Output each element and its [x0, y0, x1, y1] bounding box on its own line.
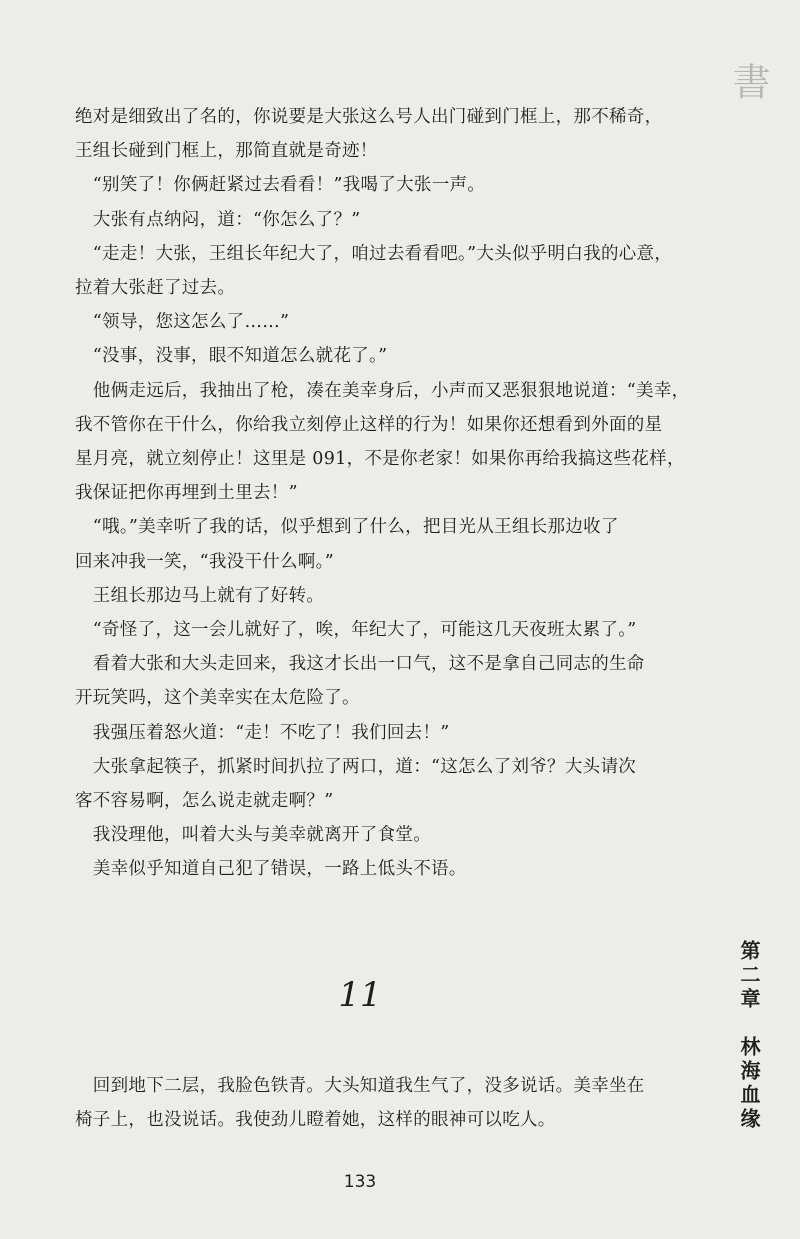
paragraph-line: 绝对是细致出了名的，你说要是大张这么号人出门碰到门框上，那不稀奇， [75, 107, 663, 127]
paragraph-line: 王组长碰到门框上，那简直就是奇迹！ [75, 141, 378, 162]
paragraph-line: 我没理他，叫着大头与美幸就离开了食堂。 [75, 825, 431, 846]
page-number: 133 [343, 1172, 377, 1192]
paragraph-line: 大张拿起筷子，抓紧时间扒拉了两口，道：“这怎么了刘爷？大头请次 [75, 756, 637, 777]
paragraph-line: “走走！大张，王组长年纪大了，咱过去看看吧。”大头似乎明白我的心意， [75, 243, 673, 264]
paragraph-line: 看着大张和大头走回来，我这才长出一口气，这不是拿自己同志的生命 [75, 654, 645, 675]
paragraph-line: 回到地下二层，我脸色铁青。大头知道我生气了，没多说话。美幸坐在 [75, 1076, 645, 1096]
paragraph-line: 他俩走远后，我抽出了枪，凑在美幸身后，小声而又恶狠狠地说道：“美幸， [75, 380, 690, 401]
paragraph-line: “奇怪了，这一会儿就好了，唉，年纪大了，可能这几天夜班太累了。” [75, 620, 637, 641]
paragraph-line: 我不管你在干什么，你给我立刻停止这样的行为！如果你还想看到外面的星 [75, 414, 663, 435]
paragraph-line: 王组长那边马上就有了好转。 [75, 585, 325, 606]
paragraph-line: 回来冲我一笑，“我没干什么啊。” [75, 551, 334, 572]
paragraph-line: 大张有点纳闷，道：“你怎么了？” [75, 209, 361, 230]
section-number: 11 [338, 975, 382, 1015]
paragraph-line: 我强压着怒火道：“走！不吃了！我们回去！” [75, 722, 450, 743]
paragraph-line: “没事，没事，眼不知道怎么就花了。” [75, 346, 388, 367]
paragraph-line: 星月亮，就立刻停止！这里是 091，不是你老家！如果你再给我搞这些花样， [75, 449, 685, 470]
paragraph-line: 美幸似乎知道自己犯了错误，一路上低头不语。 [75, 859, 467, 880]
bleed-through-mark: 書 [726, 62, 770, 100]
body-text [75, 100, 690, 887]
paragraph-line: “领导，您这怎么了……” [75, 312, 290, 333]
chapter-side-title: 第二章 林海血缘 [737, 940, 761, 1132]
paragraph-line: 客不容易啊，怎么说走就走啊？” [75, 791, 334, 812]
paragraph-line: 椅子上，也没说话。我使劲儿瞪着她，这样的眼神可以吃人。 [75, 1110, 556, 1131]
paragraph-line: “别笑了！你俩赶紧过去看看！”我喝了大张一声。 [75, 175, 486, 196]
paragraph-line: 我保证把你再埋到土里去！” [75, 483, 298, 504]
paragraph-line: 拉着大张赶了过去。 [75, 278, 236, 299]
section-body-text [75, 1069, 675, 1137]
paragraph-line: “哦。”美幸听了我的话，似乎想到了什么，把目光从王组长那边收了 [75, 517, 619, 538]
paragraph-line: 开玩笑吗，这个美幸实在太危险了。 [75, 688, 360, 709]
